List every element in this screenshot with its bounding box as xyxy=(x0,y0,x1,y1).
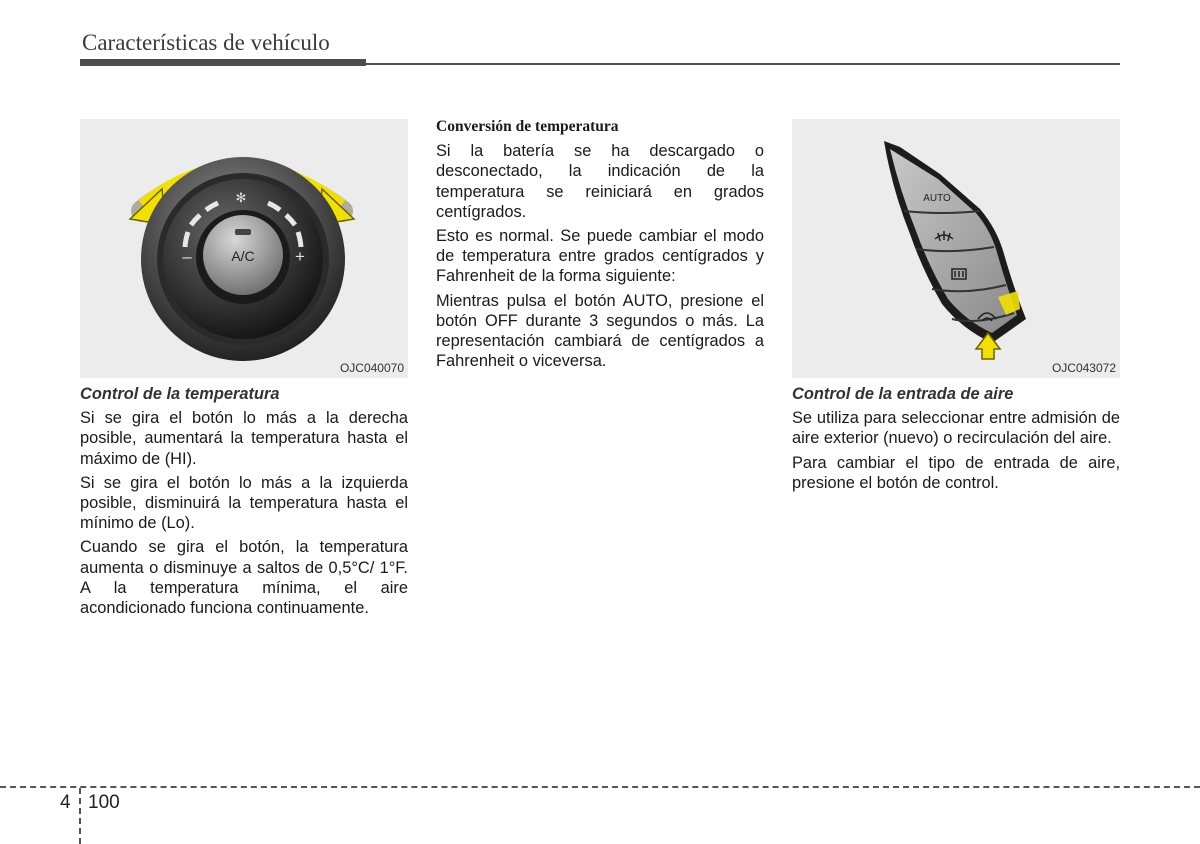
figure-air-intake-control xyxy=(792,119,1120,378)
right-text-column xyxy=(792,384,1120,497)
paragraph: Para cambiar el tipo de entrada de aire, presione el botón de control. xyxy=(792,453,1120,492)
subheading-temperature-control: Control de la temperatura xyxy=(80,385,280,403)
indicator-led xyxy=(235,229,251,235)
paragraph: Mientras pulsa el botón AUTO, presione el botón OFF durante 3 segundos o más. La representación cambiará de centígrados a Fahrenheit o viceversa. xyxy=(436,291,764,371)
paragraph: Si se gira el botón lo más a la izquierda posible, disminuirá la temperatura hasta el mínimo de (Lo). xyxy=(80,473,408,533)
figure-temperature-knob xyxy=(80,119,408,378)
auto-button-label: AUTO xyxy=(923,193,951,204)
middle-text-column xyxy=(436,117,764,375)
paragraph: Si se gira el botón lo más a la derecha posible, aumentará la temperatura hasta el máximo de (HI). xyxy=(80,409,408,468)
header-rule-thin xyxy=(366,63,1120,65)
section-number: 4 xyxy=(60,792,71,813)
page-number: 100 xyxy=(88,792,120,813)
subheading-air-intake-control: Control de la entrada de aire xyxy=(792,385,1014,403)
footer-rule xyxy=(0,786,1200,788)
page-header-title: Características de vehículo xyxy=(82,30,330,55)
figure-code: OJC043072 xyxy=(1051,361,1116,375)
fan-icon: ✻ xyxy=(235,191,247,206)
ac-label: A/C xyxy=(231,248,255,264)
figure-code: OJC040070 xyxy=(339,361,404,375)
header-rule-thick xyxy=(80,59,366,66)
left-text-column xyxy=(80,384,408,622)
heading-temperature-conversion: Conversión de temperatura xyxy=(436,118,619,135)
paragraph: Esto es normal. Se puede cambiar el modo de temperatura entre grados centígrados y Fahrenheit de la forma siguiente: xyxy=(436,227,764,286)
paragraph: Se utiliza para seleccionar entre admisión de aire exterior (nuevo) o recirculación del aire. xyxy=(792,409,1120,448)
minus-symbol: – xyxy=(182,247,192,266)
temperature-knob-illustration xyxy=(80,119,408,378)
paragraph: Si la batería se ha descargado o desconectado, la indicación de la temperatura se reiniciará en grados centígrados. xyxy=(436,142,764,221)
plus-symbol: + xyxy=(295,247,305,266)
paragraph: Cuando se gira el botón, la temperatura aumenta o disminuye a saltos de 0,5°C/ 1°F. A la temperatura mínima, el aire acondicionado funciona continuamente. xyxy=(80,538,408,618)
footer-divider xyxy=(79,788,81,844)
air-intake-illustration xyxy=(792,119,1120,378)
